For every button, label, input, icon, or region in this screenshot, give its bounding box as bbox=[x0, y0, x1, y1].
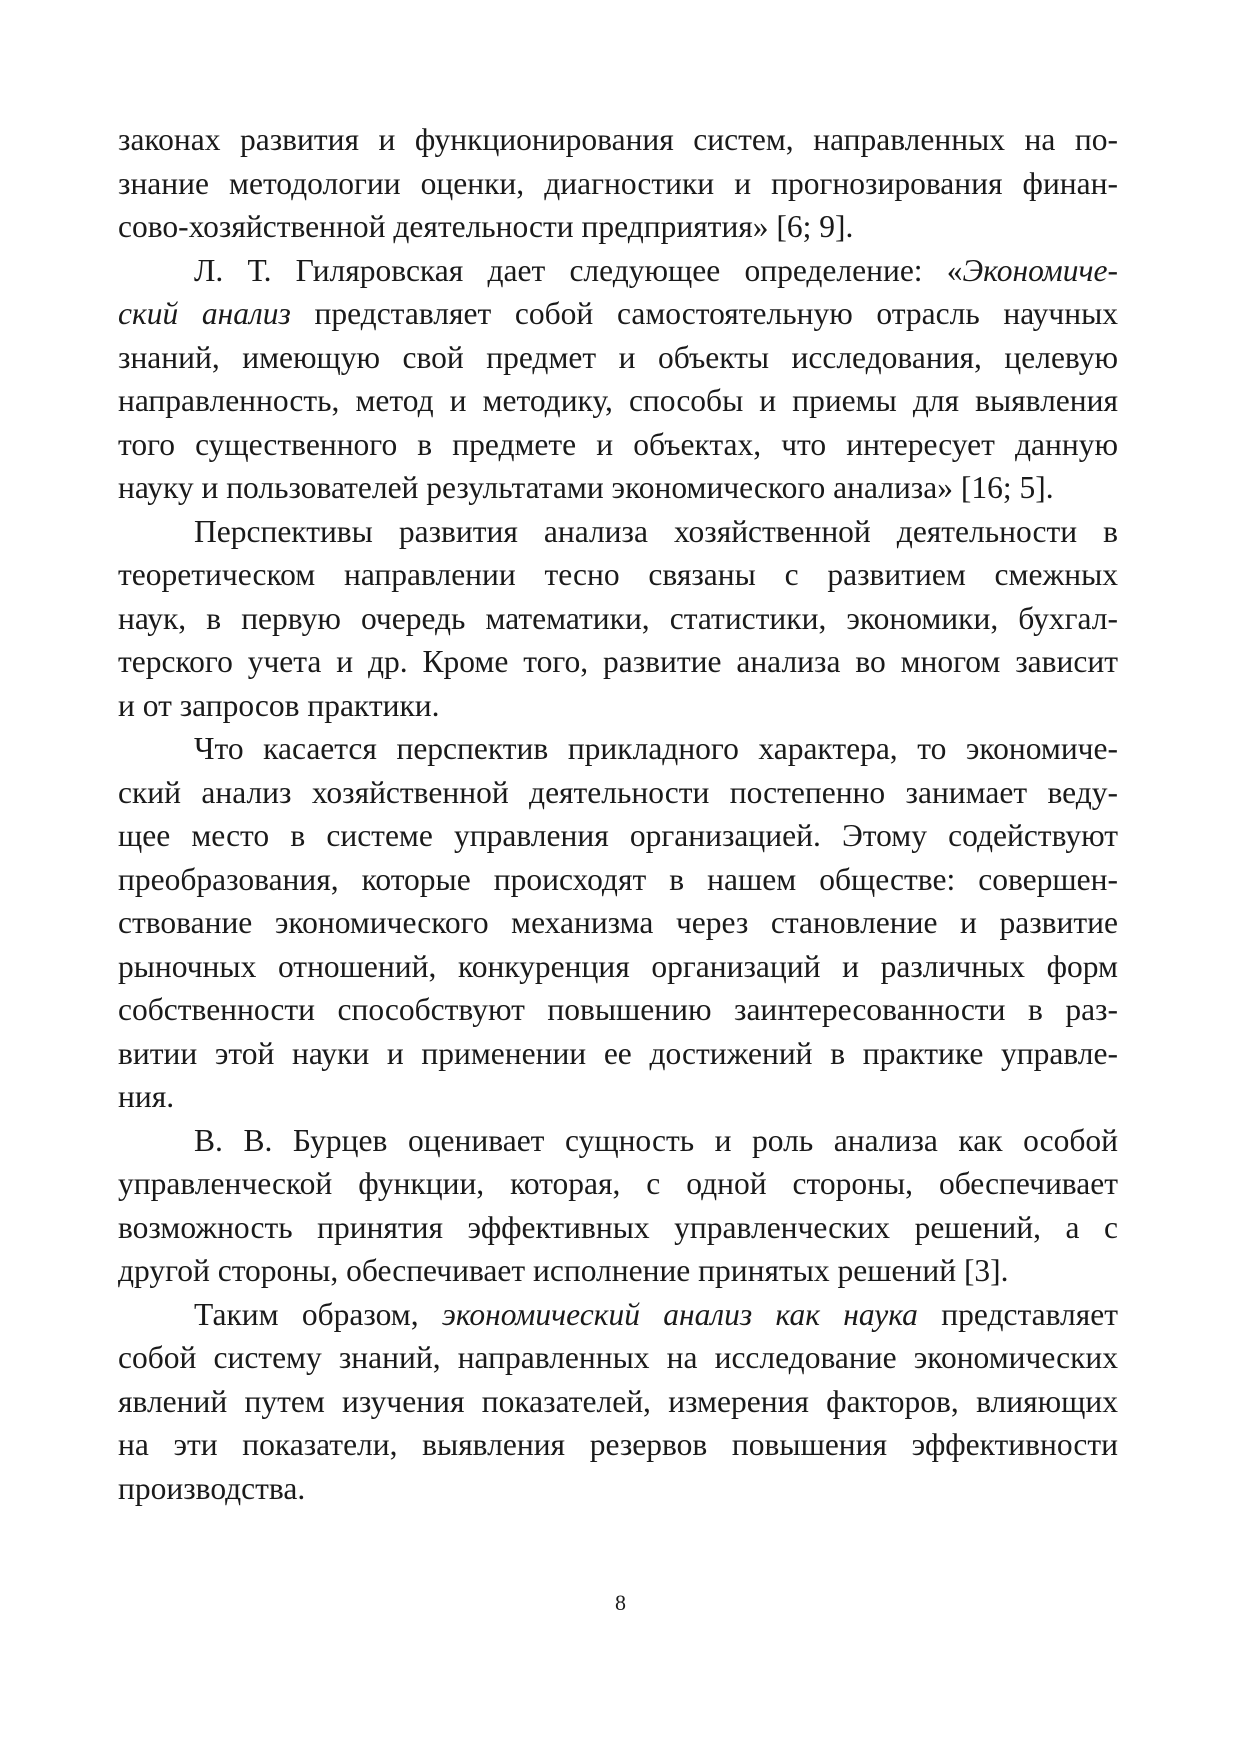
text-run: собой систему знаний, направленных на исследование экономических bbox=[118, 1340, 1118, 1375]
text-line bbox=[118, 423, 1118, 467]
text-run: того существенного в предмете и объектах, что интересует данную bbox=[118, 426, 1118, 462]
text-run: производства. bbox=[118, 1470, 306, 1506]
text-line bbox=[118, 1075, 1118, 1119]
text-line bbox=[118, 901, 1118, 945]
text-run: теоретическом направлении тесно связаны с развитием смежных bbox=[118, 557, 1118, 592]
text-line bbox=[118, 858, 1118, 902]
text-run: ния. bbox=[118, 1079, 175, 1114]
text-run: и от запросов практики. bbox=[118, 687, 440, 723]
text-line bbox=[118, 1249, 1118, 1293]
text-line bbox=[118, 336, 1118, 380]
text-run: науку и пользователей результатами экономического анализа» [16; 5]. bbox=[118, 470, 1054, 505]
text-line bbox=[118, 466, 1118, 510]
text-run: наук, в первую очередь математики, статистики, экономики, бухгал- bbox=[118, 600, 1118, 636]
italic-term: Экономиче- bbox=[962, 252, 1118, 288]
text-run: терского учета и др. Кроме того, развитие анализа во многом зависит bbox=[118, 644, 1118, 679]
text-run: собственности способствуют повышению заинтересованности в раз- bbox=[118, 992, 1118, 1027]
text-run: управленческой функции, которая, с одной стороны, обеспечивает bbox=[118, 1166, 1118, 1201]
text-line bbox=[118, 684, 1118, 728]
text-line bbox=[118, 205, 1118, 249]
text-line bbox=[118, 597, 1118, 641]
text-line bbox=[118, 379, 1118, 423]
paragraph-p1 bbox=[118, 118, 1118, 249]
text-run: ский анализ хозяйственной деятельности постепенно занимает веду- bbox=[118, 774, 1118, 810]
text-run: другой стороны, обеспечивает исполнение принятых решений [3]. bbox=[118, 1253, 1009, 1288]
text-run: знание методологии оценки, диагностики и прогнозирования финан- bbox=[118, 165, 1118, 201]
text-line bbox=[118, 1336, 1118, 1380]
text-line bbox=[118, 553, 1118, 597]
text-run: явлений путем изучения показателей, измерения факторов, влияющих bbox=[118, 1383, 1118, 1419]
text-run: сово-хозяйственной деятельности предприятия» [6; 9]. bbox=[118, 209, 854, 244]
text-run: представляет собой самостоятельную отрасль научных bbox=[290, 296, 1118, 331]
text-line bbox=[118, 771, 1118, 815]
text-run: щее место в системе управления организацией. Этому содействуют bbox=[118, 818, 1118, 853]
document-body bbox=[118, 118, 1118, 1510]
text-line bbox=[118, 988, 1118, 1032]
paragraph-p5 bbox=[118, 1119, 1118, 1293]
text-run: Перспективы развития анализа хозяйственной деятельности в bbox=[194, 513, 1118, 549]
italic-term: ский анализ bbox=[118, 296, 291, 331]
text-line bbox=[118, 1119, 1118, 1163]
text-run: витии этой науки и применении ее достижений в практике управле- bbox=[118, 1035, 1118, 1071]
text-run: направленность, метод и методику, способы и приемы для выявления bbox=[118, 383, 1118, 418]
text-line bbox=[118, 945, 1118, 989]
text-line bbox=[118, 118, 1118, 162]
text-line bbox=[118, 510, 1118, 554]
text-line bbox=[118, 1162, 1118, 1206]
page-number: 8 bbox=[615, 1590, 626, 1615]
text-run: законах развития и функционирования систем, направленных на по- bbox=[118, 122, 1118, 157]
paragraph-p4 bbox=[118, 727, 1118, 1119]
text-line bbox=[118, 1467, 1118, 1511]
text-line bbox=[118, 292, 1118, 336]
text-line bbox=[118, 1380, 1118, 1424]
text-run: рыночных отношений, конкуренция организаций и различных форм bbox=[118, 948, 1118, 984]
paragraph-p6 bbox=[118, 1293, 1118, 1511]
text-line bbox=[118, 1206, 1118, 1250]
text-run: знаний, имеющую свой предмет и объекты исследования, целевую bbox=[118, 339, 1118, 375]
text-line bbox=[118, 1293, 1118, 1337]
text-run: на эти показатели, выявления резервов повышения эффективности bbox=[118, 1427, 1118, 1462]
text-line bbox=[118, 814, 1118, 858]
text-run: преобразования, которые происходят в нашем обществе: совершен- bbox=[118, 861, 1118, 897]
text-run: Л. Т. Гиляровская дает следующее определение: « bbox=[194, 252, 963, 288]
text-line bbox=[118, 162, 1118, 206]
text-line bbox=[118, 1032, 1118, 1076]
text-run: Что касается перспектив прикладного характера, то экономиче- bbox=[194, 731, 1118, 766]
text-run: ствование экономического механизма через становление и развитие bbox=[118, 905, 1118, 940]
text-line bbox=[118, 640, 1118, 684]
text-line bbox=[118, 727, 1118, 771]
paragraph-p3 bbox=[118, 510, 1118, 728]
text-line bbox=[118, 249, 1118, 293]
text-run: В. В. Бурцев оценивает сущность и роль анализа как особой bbox=[194, 1122, 1118, 1158]
paragraph-p2 bbox=[118, 249, 1118, 510]
italic-term: экономический анализ как наука bbox=[441, 1296, 918, 1332]
text-run: Таким образом, bbox=[194, 1296, 442, 1332]
text-run: представляет bbox=[917, 1296, 1118, 1332]
text-run: возможность принятия эффективных управленческих решений, а с bbox=[118, 1209, 1118, 1245]
text-line bbox=[118, 1423, 1118, 1467]
